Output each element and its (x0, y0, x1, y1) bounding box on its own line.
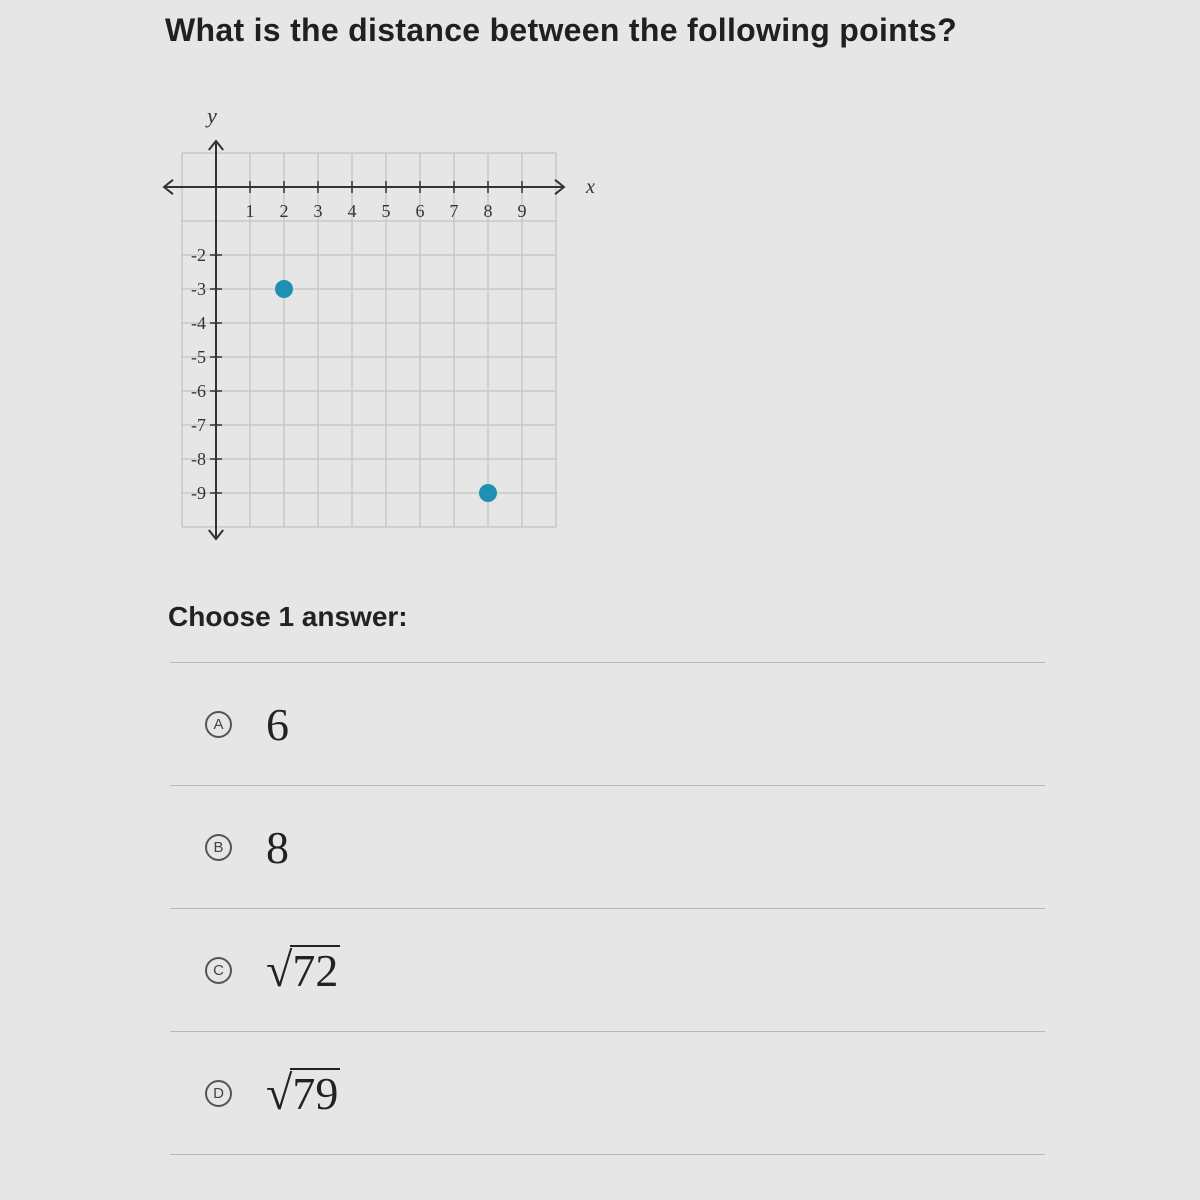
choice-letter-a: A (205, 711, 232, 738)
answer-value-a: 6 (266, 698, 289, 750)
y-tick-label: -8 (191, 449, 206, 469)
question-text: What is the distance between the following points? (165, 12, 957, 48)
answer-value-c (266, 944, 340, 998)
x-tick-label: 6 (415, 201, 425, 221)
y-tick-label: -4 (191, 313, 206, 333)
radicand-d: 79 (292, 1067, 339, 1119)
radicand-c: 72 (292, 944, 339, 996)
y-tick-label: -6 (191, 381, 206, 401)
y-tick-label: -5 (191, 347, 206, 367)
choose-label: Choose 1 answer: (168, 601, 408, 632)
y-tick-label: -3 (191, 279, 206, 299)
x-tick-label: 5 (381, 201, 391, 221)
y-tick-label: -7 (191, 415, 206, 435)
choice-letter-c: C (205, 957, 232, 984)
answer-list (170, 662, 1045, 1155)
x-tick-label: 3 (313, 201, 323, 221)
data-point (479, 484, 497, 502)
data-point (275, 280, 293, 298)
answer-value-b: 8 (266, 821, 289, 873)
answer-choice-c[interactable] (170, 909, 1045, 1032)
choice-letter-d: D (205, 1080, 232, 1107)
y-axis-label: y (207, 103, 217, 128)
x-tick-label: 7 (449, 201, 459, 221)
answer-choice-d[interactable] (170, 1032, 1045, 1155)
x-axis-label: x (586, 176, 595, 198)
answer-choice-a[interactable] (170, 663, 1045, 786)
answer-choice-b[interactable] (170, 786, 1045, 909)
answer-value-d (266, 1067, 340, 1121)
square-root-icon: √ (266, 1067, 293, 1121)
x-tick-label: 4 (347, 201, 357, 221)
square-root-icon: √ (266, 944, 293, 998)
x-tick-label: 1 (245, 201, 255, 221)
x-tick-label: 9 (517, 201, 527, 221)
x-tick-label: 8 (483, 201, 493, 221)
coordinate-graph (150, 103, 595, 545)
choice-letter-b: B (205, 834, 232, 861)
y-tick-label: -2 (191, 245, 206, 265)
y-tick-label: -9 (191, 483, 206, 503)
x-tick-label: 2 (279, 201, 289, 221)
